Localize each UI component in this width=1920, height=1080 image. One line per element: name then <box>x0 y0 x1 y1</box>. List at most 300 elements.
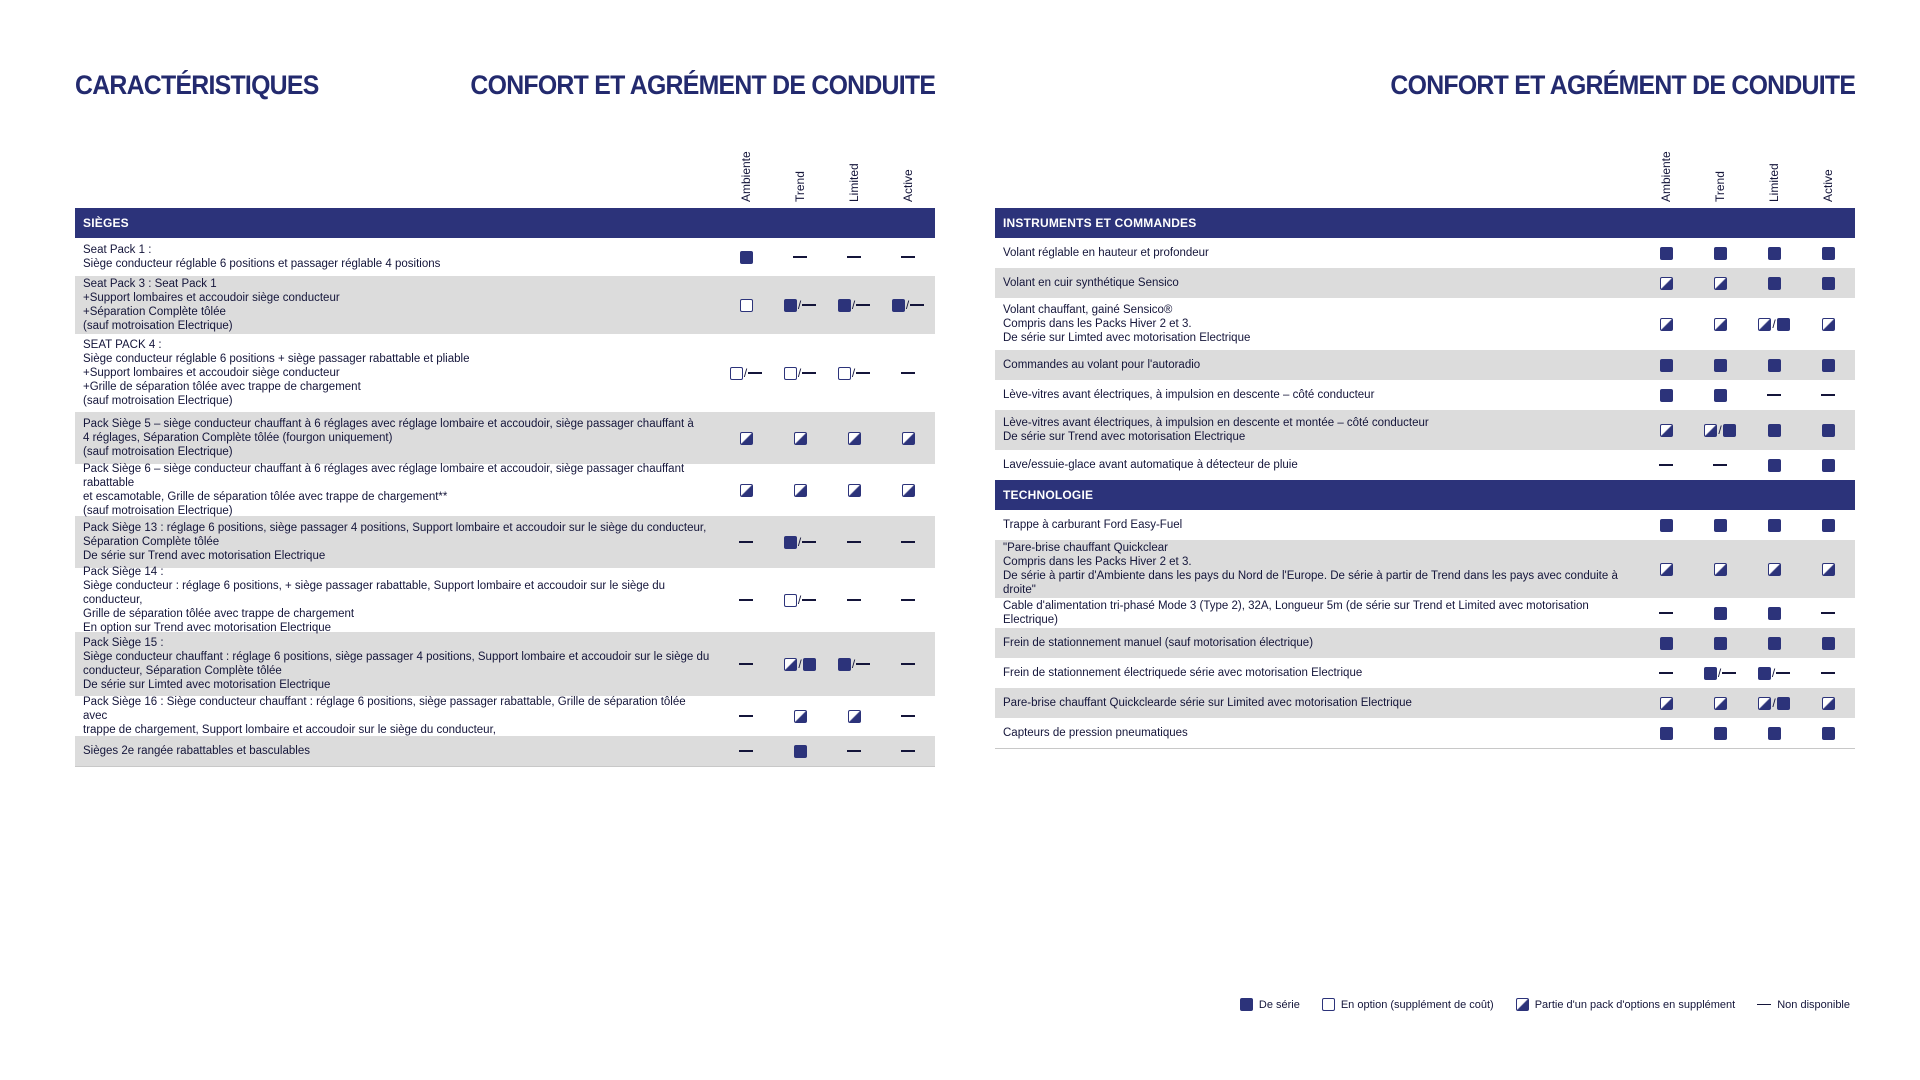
standard-square-icon <box>1768 459 1781 472</box>
availability-cell <box>881 535 935 549</box>
availability-cell <box>1801 637 1855 650</box>
pack-square-icon <box>1714 563 1727 576</box>
dash-icon <box>802 541 816 543</box>
standard-square-icon <box>1822 459 1835 472</box>
feature-label: "Pare-brise chauffant Quickclear Compris dans les Packs Hiver 2 et 3. De série à partir d'Ambiente dans les pays du Nord de l'Europe. De série à partir de Trend dans les pays avec conduite à droite" <box>1003 542 1618 596</box>
dash-icon <box>901 541 915 543</box>
standard-square-icon <box>892 299 905 312</box>
option-square-icon <box>838 367 851 380</box>
dash-icon <box>739 541 753 543</box>
dash-icon <box>910 304 924 306</box>
separator: / <box>798 657 802 671</box>
availability-cell <box>1693 563 1747 576</box>
availability-cell <box>1801 423 1855 437</box>
column-header <box>1747 146 1801 202</box>
standard-square-icon <box>784 299 797 312</box>
pack-square-icon <box>848 432 861 445</box>
standard-square-icon <box>1660 727 1673 740</box>
table-row <box>995 380 1855 410</box>
option-square-icon <box>740 299 753 312</box>
dash-icon <box>847 256 861 258</box>
availability-cell <box>773 432 827 445</box>
availability-cell <box>1639 607 1693 620</box>
availability-cell <box>1693 247 1747 260</box>
dash-icon <box>856 372 870 374</box>
feature-label: Trappe à carburant Ford Easy-Fuel <box>1003 519 1183 531</box>
availability-cell <box>719 710 773 723</box>
availability-cell <box>827 432 881 445</box>
availability-cell <box>1693 696 1747 710</box>
pack-square-icon <box>902 432 915 445</box>
feature-label: Pack Siège 16 : Siège conducteur chauffant : réglage 6 positions, siège passager rabattable, Grille de séparation tôlée avec trappe de chargement, Support lombaire et accoudoir sur le siège du conducteur, <box>83 696 686 736</box>
standard-square-icon <box>740 251 753 264</box>
dash-icon <box>1821 612 1835 614</box>
feature-label: Pack Siège 15 : Siège conducteur chauffant : réglage 6 positions, siège passager 4 positions, Support lombaire et accoudoir sur le siège du conducteur, Séparation Complète tôlée De série sur Limted avec motorisation Electrique <box>83 637 710 691</box>
feature-label: Lave/essuie-glace avant automatique à détecteur de pluie <box>1003 459 1298 471</box>
availability-cell <box>1801 317 1855 331</box>
availability-cell <box>1693 317 1747 331</box>
standard-square-icon <box>838 658 851 671</box>
availability-cell <box>719 432 773 445</box>
availability-cell <box>719 745 773 758</box>
table-row <box>75 238 935 276</box>
pack-square-icon <box>1660 318 1673 331</box>
availability-cell <box>1747 519 1801 532</box>
standard-square-icon <box>1714 727 1727 740</box>
column-header-label: Limited <box>847 163 861 202</box>
feature-label: Frein de stationnement électriquede série avec motorisation Electrique <box>1003 667 1363 679</box>
availability-cell <box>1639 666 1693 680</box>
pack-square-icon <box>1822 318 1835 331</box>
availability-cell <box>1801 247 1855 260</box>
availability-cell <box>827 710 881 723</box>
separator: / <box>797 298 802 312</box>
page-title: CARACTÉRISTIQUES <box>75 70 319 100</box>
pack-square-icon <box>1714 318 1727 331</box>
availability-cell <box>1801 359 1855 372</box>
availability-cell <box>773 484 827 497</box>
feature-label: Capteurs de pression pneumatiques <box>1003 727 1188 739</box>
availability-cell <box>1801 727 1855 740</box>
availability-cell <box>1747 637 1801 650</box>
availability-cell <box>1801 696 1855 710</box>
standard-square-icon <box>1768 277 1781 290</box>
availability-cell <box>719 251 773 264</box>
dash-icon <box>1659 612 1673 614</box>
availability-cell <box>881 710 935 723</box>
table-row <box>995 450 1855 480</box>
dash-icon <box>1767 394 1781 396</box>
legend-pack-label: Partie d'un pack d'options en supplément <box>1534 998 1736 1011</box>
availability-cell <box>1801 519 1855 532</box>
right-spec-table <box>995 150 1855 749</box>
availability-cell <box>1693 277 1747 290</box>
availability-cell <box>1747 359 1801 372</box>
feature-label: Volant chauffant, gainé Sensico® Compris dans les Packs Hiver 2 et 3. De série sur Limted avec motorisation Electrique <box>1003 304 1251 344</box>
dash-icon <box>739 715 753 717</box>
availability-cell <box>773 298 827 312</box>
dash-icon <box>802 372 816 374</box>
feature-label: Pack Siège 13 : réglage 6 positions, siège passager 4 positions, Support lombaire et accoudoir sur le siège du conducteur, Séparation Complète tôlée De série sur Trend avec motorisation Electrique <box>83 522 707 562</box>
dash-icon <box>793 256 807 258</box>
table-row <box>75 736 935 766</box>
standard-square-icon <box>1822 727 1835 740</box>
table-row <box>75 696 935 736</box>
availability-cell <box>1639 247 1693 260</box>
availability-cell <box>1639 423 1693 437</box>
availability-cell <box>773 710 827 723</box>
standard-square-icon <box>1714 247 1727 260</box>
standard-square-icon <box>1660 247 1673 260</box>
dash-icon <box>901 663 915 665</box>
availability-cell <box>827 657 881 671</box>
dash-icon <box>901 599 915 601</box>
availability-cell <box>881 298 935 312</box>
legend-standard <box>1240 998 1300 1011</box>
dash-icon <box>802 599 816 601</box>
legend-unavailable-label: Non disponible <box>1777 998 1850 1011</box>
availability-cell <box>1693 459 1747 472</box>
pack-square-icon <box>740 432 753 445</box>
separator: / <box>1718 423 1722 437</box>
feature-label: Volant réglable en hauteur et profondeur <box>1003 247 1209 259</box>
pack-square-icon <box>1714 277 1727 290</box>
table-bottom-rule <box>995 748 1855 749</box>
availability-cell <box>881 593 935 607</box>
pack-square-icon <box>1822 563 1835 576</box>
feature-label: Frein de stationnement manuel (sauf motorisation électrique) <box>1003 637 1314 649</box>
column-header <box>881 146 935 202</box>
feature-label: Pack Siège 6 – siège conducteur chauffant à 6 réglages avec réglage lombaire et accoudoir, siège passager chauffant rabattable et escamotable, Grille de séparation tôlée avec trappe de chargement** (sauf motroisation Electrique) <box>83 463 685 517</box>
standard-square-icon <box>838 299 851 312</box>
availability-cell <box>773 251 827 264</box>
availability-cell <box>881 366 935 380</box>
availability-cell <box>1801 459 1855 472</box>
column-header <box>827 146 881 202</box>
table-row <box>75 464 935 516</box>
standard-square-icon <box>1822 519 1835 532</box>
standard-square-icon <box>1822 277 1835 290</box>
dash-icon <box>901 256 915 258</box>
availability-cell <box>773 745 827 758</box>
standard-square-icon <box>1822 359 1835 372</box>
dash-icon <box>847 599 861 601</box>
column-headers <box>75 150 935 208</box>
separator: / <box>797 535 802 549</box>
pack-square-icon <box>1516 998 1529 1011</box>
standard-square-icon <box>794 745 807 758</box>
availability-cell <box>827 484 881 497</box>
section-heading-left: CONFORT ET AGRÉMENT DE CONDUITE <box>470 70 935 100</box>
availability-cell <box>1747 389 1801 402</box>
section-heading-right: CONFORT ET AGRÉMENT DE CONDUITE <box>1390 70 1855 100</box>
dash-icon <box>901 715 915 717</box>
feature-label: Pare-brise chauffant Quickclearde série sur Limited avec motorisation Electrique <box>1003 697 1412 709</box>
table-row <box>995 268 1855 298</box>
column-header-label: Active <box>1821 169 1835 202</box>
dash-icon <box>856 304 870 306</box>
availability-cell <box>719 366 773 380</box>
option-square-icon <box>730 367 743 380</box>
availability-cell <box>1639 696 1693 710</box>
column-header-label: Trend <box>1713 171 1727 202</box>
availability-cell <box>1639 277 1693 290</box>
pack-square-icon <box>1660 563 1673 576</box>
feature-label: Volant en cuir synthétique Sensico <box>1003 277 1179 289</box>
standard-square-icon <box>1777 697 1790 710</box>
dash-icon <box>1821 672 1835 674</box>
standard-square-icon <box>1714 637 1727 650</box>
dash-icon <box>901 372 915 374</box>
pack-square-icon <box>794 484 807 497</box>
availability-cell <box>881 745 935 758</box>
availability-cell <box>1639 637 1693 650</box>
availability-cell <box>1639 389 1693 402</box>
separator: / <box>797 593 802 607</box>
availability-cell <box>1693 607 1747 620</box>
pack-square-icon <box>740 484 753 497</box>
availability-cell <box>719 593 773 607</box>
separator: / <box>851 657 856 671</box>
pack-square-icon <box>1768 563 1781 576</box>
standard-square-icon <box>1822 247 1835 260</box>
feature-label: Lève-vitres avant électriques, à impulsion en descente – côté conducteur <box>1003 389 1375 401</box>
standard-square-icon <box>1768 607 1781 620</box>
separator: / <box>743 366 748 380</box>
dash-icon <box>1659 672 1673 674</box>
availability-cell <box>1639 359 1693 372</box>
dash-icon <box>847 750 861 752</box>
availability-cell <box>1747 666 1801 680</box>
column-header-label: Ambiente <box>739 151 753 202</box>
pack-square-icon <box>784 658 797 671</box>
table-row <box>995 658 1855 688</box>
option-square-icon <box>784 594 797 607</box>
standard-square-icon <box>1768 727 1781 740</box>
pack-square-icon <box>848 710 861 723</box>
dash-icon <box>1821 394 1835 396</box>
table-row <box>995 628 1855 658</box>
availability-cell <box>1747 696 1801 710</box>
separator: / <box>1771 666 1776 680</box>
separator: / <box>1772 317 1776 331</box>
availability-cell <box>1639 519 1693 532</box>
column-header-label: Ambiente <box>1659 151 1673 202</box>
separator: / <box>851 298 856 312</box>
standard-square-icon <box>1714 607 1727 620</box>
table-row <box>75 334 935 412</box>
availability-cell <box>1747 317 1801 331</box>
pack-square-icon <box>848 484 861 497</box>
table-row <box>995 688 1855 718</box>
standard-square-icon <box>1723 424 1736 437</box>
availability-cell <box>1747 247 1801 260</box>
table-row <box>75 568 935 632</box>
section-header: INSTRUMENTS ET COMMANDES <box>995 208 1855 238</box>
separator: / <box>1772 696 1776 710</box>
standard-square-icon <box>1768 519 1781 532</box>
availability-cell <box>719 298 773 312</box>
legend-pack <box>1516 998 1736 1011</box>
feature-label: Commandes au volant pour l'autoradio <box>1003 359 1201 371</box>
pack-square-icon <box>1822 697 1835 710</box>
column-header <box>773 146 827 202</box>
column-header <box>1639 146 1693 202</box>
option-square-icon <box>784 367 797 380</box>
availability-cell <box>1693 637 1747 650</box>
dash-icon <box>739 663 753 665</box>
availability-cell <box>827 251 881 264</box>
dash-icon <box>856 663 870 665</box>
availability-cell <box>1639 727 1693 740</box>
legend-standard-label: De série <box>1258 998 1300 1011</box>
availability-cell <box>827 366 881 380</box>
availability-cell <box>881 251 935 264</box>
standard-square-icon <box>803 658 816 671</box>
availability-cell <box>827 298 881 312</box>
option-square-icon <box>1322 998 1335 1011</box>
availability-cell <box>1801 277 1855 290</box>
legend-option-label: En option (supplément de coût) <box>1340 998 1494 1011</box>
availability-cell <box>773 535 827 549</box>
separator: / <box>851 366 856 380</box>
dash-icon <box>1659 464 1673 466</box>
feature-label: Cable d'alimentation tri-phasé Mode 3 (Type 2), 32A, Longueur 5m (de série sur Trend et Limited avec motorisation Electrique) <box>1003 600 1589 626</box>
standard-square-icon <box>1714 359 1727 372</box>
standard-square-icon <box>1660 519 1673 532</box>
table-row <box>995 540 1855 598</box>
availability-cell <box>719 657 773 671</box>
standard-square-icon <box>1822 637 1835 650</box>
table-row <box>995 238 1855 268</box>
availability-cell <box>1693 727 1747 740</box>
availability-cell <box>1747 459 1801 472</box>
dash-icon <box>802 304 816 306</box>
feature-label: Lève-vitres avant électriques, à impulsion en descente et montée – côté conducteur De série sur Trend avec motorisation Electrique <box>1003 417 1429 443</box>
pack-square-icon <box>1758 697 1771 710</box>
left-spec-table <box>75 150 935 767</box>
column-header <box>1801 146 1855 202</box>
dash-icon <box>739 750 753 752</box>
column-header-label: Trend <box>793 171 807 202</box>
table-row <box>995 298 1855 350</box>
feature-label: Pack Siège 14 : Siège conducteur : réglage 6 positions, + siège passager rabattable, Support lombaire et accoudoir sur le siège du conducteur, Grille de séparation tôlée avec trappe de chargement En option sur Trend avec motorisation Electrique <box>83 566 666 634</box>
availability-cell <box>1801 389 1855 402</box>
dash-icon <box>739 599 753 601</box>
availability-cell <box>1747 563 1801 576</box>
availability-cell <box>1693 389 1747 402</box>
standard-square-icon <box>1822 424 1835 437</box>
dash-icon <box>1722 672 1736 674</box>
standard-square-icon <box>1660 359 1673 372</box>
separator: / <box>797 366 802 380</box>
availability-cell <box>1693 423 1747 437</box>
availability-cell <box>719 535 773 549</box>
availability-cell <box>1801 563 1855 576</box>
feature-label: Pack Siège 5 – siège conducteur chauffant à 6 réglages avec réglage lombaire et accoudoir, siège passager chauffant à 4 réglages, Séparation Complète tôlée (fourgon uniquement) (sauf motroisation Electrique) <box>83 418 694 458</box>
dash-icon <box>847 541 861 543</box>
availability-cell <box>719 484 773 497</box>
pack-square-icon <box>1660 424 1673 437</box>
separator: / <box>905 298 910 312</box>
availability-cell <box>1693 666 1747 680</box>
dash-icon <box>748 372 762 374</box>
table-row <box>995 718 1855 748</box>
availability-cell <box>1693 519 1747 532</box>
availability-cell <box>1801 607 1855 620</box>
table-row <box>995 350 1855 380</box>
table-row <box>995 598 1855 628</box>
column-headers <box>995 150 1855 208</box>
availability-cell <box>1693 359 1747 372</box>
dash-icon <box>1713 464 1727 466</box>
standard-square-icon <box>1704 667 1717 680</box>
pack-square-icon <box>1660 277 1673 290</box>
feature-label: SEAT PACK 4 : Siège conducteur réglable 6 positions + siège passager rabattable et pliable +Support lombaires et accoudoir siège conducteur +Grille de séparation tôlée avec trappe de chargement (sauf motroisation Electrique) <box>83 339 470 407</box>
pack-square-icon <box>1758 318 1771 331</box>
dash-icon <box>1757 1004 1771 1006</box>
legend-unavailable <box>1757 999 1850 1011</box>
availability-cell <box>881 484 935 497</box>
availability-cell <box>881 657 935 671</box>
availability-cell <box>1639 459 1693 472</box>
column-header-label: Limited <box>1767 163 1781 202</box>
standard-square-icon <box>1660 389 1673 402</box>
feature-label: Seat Pack 3 : Seat Pack 1 +Support lombaires et accoudoir siège conducteur +Séparation Complète tôlée (sauf motroisation Electrique) <box>83 278 340 332</box>
pack-square-icon <box>1714 697 1727 710</box>
standard-square-icon <box>1768 637 1781 650</box>
column-header <box>1693 146 1747 202</box>
availability-cell <box>827 535 881 549</box>
column-header-label: Active <box>901 169 915 202</box>
availability-cell <box>773 657 827 671</box>
dash-icon <box>1776 672 1790 674</box>
section-header: SIÈGES <box>75 208 935 238</box>
availability-cell <box>881 432 935 445</box>
legend-option <box>1322 998 1494 1011</box>
availability-cell <box>827 593 881 607</box>
availability-cell <box>1639 563 1693 576</box>
section-header: TECHNOLOGIE <box>995 480 1855 510</box>
standard-square-icon <box>1768 424 1781 437</box>
pack-square-icon <box>794 432 807 445</box>
availability-cell <box>1747 727 1801 740</box>
table-row <box>75 276 935 334</box>
legend <box>1218 998 1850 1011</box>
standard-square-icon <box>1768 359 1781 372</box>
availability-cell <box>1639 317 1693 331</box>
standard-square-icon <box>1714 389 1727 402</box>
availability-cell <box>1801 666 1855 680</box>
standard-square-icon <box>1240 998 1253 1011</box>
feature-label: Seat Pack 1 : Siège conducteur réglable 6 positions et passager réglable 4 positions <box>83 244 441 270</box>
standard-square-icon <box>1777 318 1790 331</box>
standard-square-icon <box>1660 637 1673 650</box>
table-row <box>75 632 935 696</box>
availability-cell <box>773 593 827 607</box>
table-bottom-rule <box>75 766 935 767</box>
standard-square-icon <box>1768 247 1781 260</box>
pack-square-icon <box>794 710 807 723</box>
availability-cell <box>1747 277 1801 290</box>
standard-square-icon <box>784 536 797 549</box>
availability-cell <box>1747 607 1801 620</box>
standard-square-icon <box>1758 667 1771 680</box>
pack-square-icon <box>902 484 915 497</box>
standard-square-icon <box>1714 519 1727 532</box>
availability-cell <box>827 745 881 758</box>
dash-icon <box>901 750 915 752</box>
